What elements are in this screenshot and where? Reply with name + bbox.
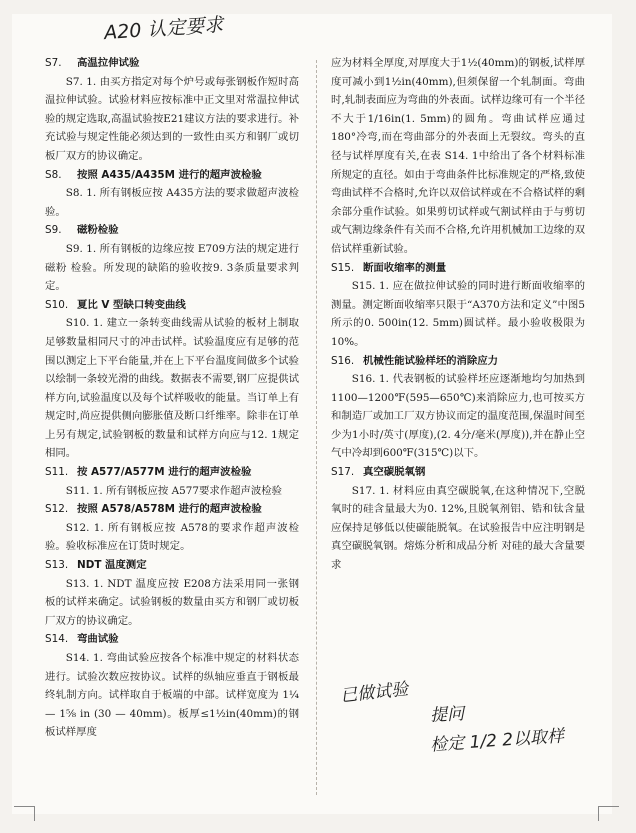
section-title: NDT 温度测定 — [77, 559, 147, 572]
section-number: S14. — [45, 633, 69, 646]
section-number: S17. — [331, 466, 355, 479]
section-title: 高温拉伸试验 — [77, 57, 140, 69]
right-column — [331, 54, 585, 575]
section-number: S11. — [45, 466, 69, 479]
section-title: 断面收缩率的测量 — [363, 261, 447, 274]
section-heading — [331, 463, 585, 482]
crop-mark-left — [14, 806, 35, 821]
section-number: S9. — [45, 224, 62, 237]
section-heading — [45, 556, 299, 575]
section-number: S10. — [45, 298, 69, 311]
section-paragraph: S12. 1. 所有钢板应按 A578的要求作超声波检验。验收标准应在订货时规定。 — [45, 521, 299, 553]
section-title: 机械性能试验样坯的消除应力 — [363, 354, 499, 367]
section-paragraph: S15. 1. 应在做拉伸试验的同时进行断面收缩率的测量。测定断面收缩率只限于“A370方法和定义”中图5所示的0. 500in(12. 5mm)圆试样。最小验收极限为10%。 — [331, 280, 585, 348]
section-heading — [45, 221, 299, 240]
section-paragraph: S14. 1. 弯曲试验应按各个标准中规定的材料状态进行。试验次数应按协议。试样的纵轴应垂直于钢板最终轧制方向。试样取自于板端的中部。试样宽度为 1¼ — 1⅝ in (30 — 40mm)。板厚≤1½in(40mm)的钢板试样厚度 — [45, 652, 299, 739]
section-title: 按照 A435/A435M 进行的超声波检验 — [77, 168, 262, 181]
section-title: 真空碳脱氧钢 — [363, 466, 426, 479]
section-number: S7. — [45, 57, 62, 69]
section-paragraph: S17. 1. 材料应由真空碳脱氧,在这种情况下,空脱氧时的硅含量最大为0. 12%,且脱氧剂铝、锆和钛含量应保持足够低以使碳能脱氧。在试验报告中应注明钢是真空碳脱氧钢。熔炼分析和成品分析 对硅的最大含量要求 — [331, 484, 585, 572]
section-title: 夏比 V 型缺口转变曲线 — [77, 298, 186, 311]
section-paragraph: S13. 1. NDT 温度应按 E208方法采用同一张钢板的试样来确定。试验钢板的数量由买方和钢厂或切板厂双方的协议确定。 — [45, 577, 299, 627]
section-heading — [45, 463, 299, 482]
section-heading — [45, 296, 299, 315]
section-heading — [331, 259, 585, 278]
section-title: 按照 A578/A578M 进行的超声波检验 — [77, 503, 262, 516]
section-title: 弯曲试验 — [77, 633, 119, 646]
crop-mark-right — [598, 806, 619, 821]
section-number: S13. — [45, 559, 69, 572]
handwritten-signoff-2: 提问 — [429, 704, 465, 726]
section-number: S15. — [331, 261, 355, 274]
handwritten-signoff-1: 已做试验 — [339, 679, 410, 707]
section-paragraph: S16. 1. 代表钢板的试验样坯应逐渐地均匀加热到1100—1200℉(595—650℃)来消除应力,也可按买方和制造厂或加工厂双方协议而定的温度范围,保温时间至少为1小时/英寸(厚度),(2. 4分/毫米(厚度)),并在静止空气中冷却到600℉(315℃)以下。 — [331, 373, 585, 460]
section-title: 按 A577/A577M 进行的超声波检验 — [77, 466, 252, 479]
section-heading — [45, 166, 299, 185]
left-column — [45, 54, 299, 742]
section-heading — [45, 630, 299, 649]
section-number: S12. — [45, 503, 69, 516]
column-divider — [316, 60, 317, 795]
handwritten-signoff-3: 检定 1/2 2以取样 — [429, 726, 565, 756]
section-heading — [331, 352, 585, 371]
handwritten-top-note: A20 认定要求 — [103, 13, 224, 45]
section-paragraph: S9. 1. 所有钢板的边缘应按 E709方法的规定进行磁粉 检验。所发现的缺陷的验收按9. 3条质量要求判定。 — [45, 242, 299, 293]
section-number: S8. — [45, 168, 62, 181]
section-paragraph: S10. 1. 建立一条转变曲线需从试验的板材上制取足够数量相同尺寸的冲击试样。试验温度应有足够的范围以测定上下平台能量,并在上下平台温度间做多个试验以绘制一条较光滑的曲线。数据表不需要,钢厂应提供试样方向,试验温度以及每个试样吸收的能量。当订单上有规定时,尚应提供侧向膨胀值及断口纤维率。除非在订单上另有规定,试验钢板的数量和试样方向应与12. 1规定相同。 — [45, 317, 299, 460]
section-title: 磁粉检验 — [77, 224, 119, 237]
section-paragraph: S11. 1. 所有钢板应按 A577要求作超声波检验 — [65, 484, 283, 497]
section-heading — [45, 500, 299, 519]
section-number: S16. — [331, 354, 355, 367]
section-heading — [45, 54, 299, 73]
section-paragraph: S7. 1. 由买方指定对每个炉号或每张钢板作短时高温拉伸试验。试验材料应按标准中正文里对常温拉伸试验的规定选取,高温试验按E21建议方法的要求进行。补充试验与规定性能必须达到的一致性由买方和钢厂或切板厂双方的协议确定。 — [45, 75, 299, 162]
section-paragraph: 应为材料全厚度,对厚度大于1½(40mm)的钢板,试样厚度可减小到1½in(40mm),但须保留一个轧制面。弯曲时,轧制表面应为弯曲的外表面。试样边缘可有一个半径不大于1/16in(1. 5mm)的圆角。弯曲试样应通过 180°冷弯,而在弯曲部分的外表面上无裂纹。弯头的直径与试样厚度有关,在表 S14. 1中给出了各个材料标准所规定的直径。如由于弯曲条件比标准规定的严格,致使弯曲试样不合格时,允许以双倍试样或在不合格试样的剩余部分重作试验。如果剪切试样或气割试样由于与剪切或气割边缘条件有关而不合格,允许用机械加工边缘的双倍试样重新试验。 — [331, 57, 585, 255]
section-paragraph: S8. 1. 所有钢板应按 A435方法的要求做超声波检验。 — [45, 187, 299, 218]
